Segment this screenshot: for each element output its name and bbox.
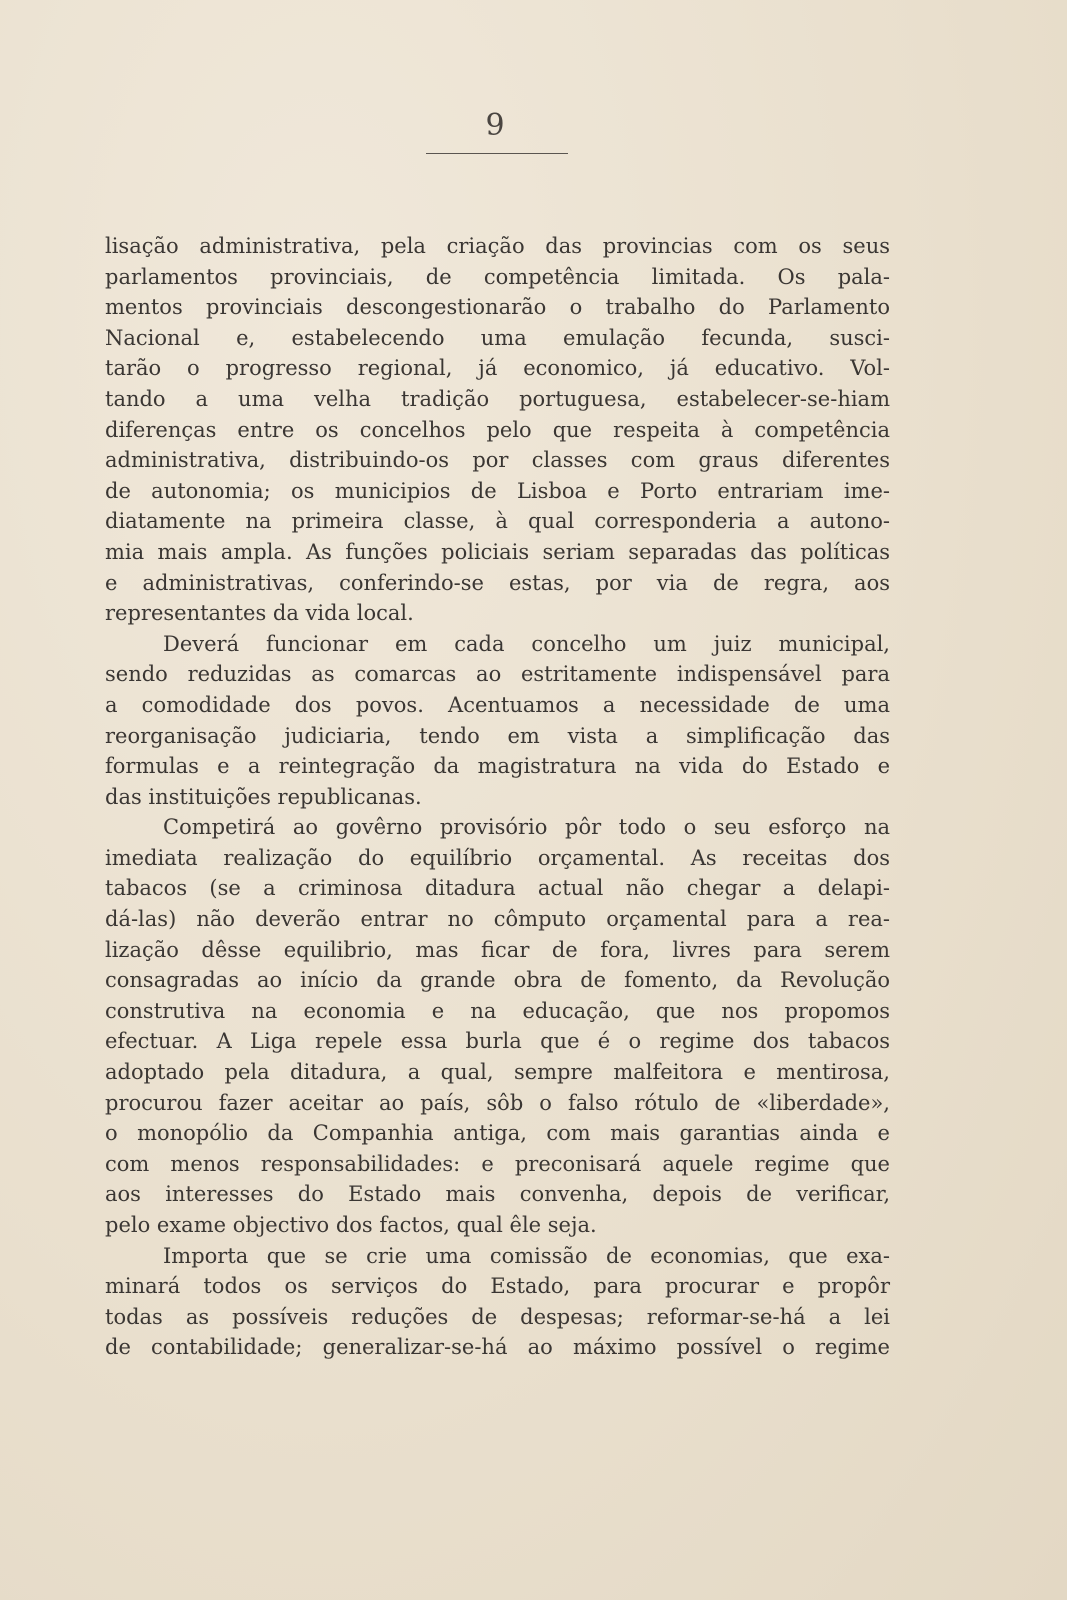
text-line: pelo exame objectivo dos factos, qual êle seja.: [105, 1213, 597, 1237]
text-line: Deverá funcionar em cada concelho um juiz municipal,: [163, 631, 890, 656]
text-line: mia mais ampla. As funções policiais seriam separadas das políticas: [105, 539, 890, 564]
text-line: tarão o progresso regional, já economico, já educativo. Vol-: [105, 356, 890, 381]
text-line: parlamentos provinciais, de competência limitada. Os pala-: [105, 264, 890, 289]
document-body: [105, 231, 890, 1363]
text-line: e administrativas, conferindo-se estas, por via de regra, aos: [105, 570, 890, 595]
text-line: Nacional e, estabelecendo uma emulação fecunda, susci-: [105, 325, 890, 350]
text-line: tabacos (se a criminosa ditadura actual não chegar a delapi-: [105, 876, 890, 901]
text-line: de contabilidade; generalizar-se-há ao máximo possível o regime: [105, 1335, 890, 1360]
text-line: administrativa, distribuindo-os por classes com graus diferentes: [105, 448, 890, 473]
text-line: de autonomia; os municipios de Lisboa e Porto entrariam ime-: [105, 478, 890, 503]
text-line: consagradas ao início da grande obra de fomento, da Revolução: [105, 968, 890, 993]
text-line: efectuar. A Liga repele essa burla que é o regime dos tabacos: [105, 1029, 890, 1054]
text-line: imediata realização do equilíbrio orçamental. As receitas dos: [105, 845, 890, 870]
text-line: Competirá ao govêrno provisório pôr todo o seu esforço na: [163, 815, 890, 840]
text-line: mentos provinciais descongestionarão o trabalho do Parlamento: [105, 295, 890, 320]
paragraph: [105, 231, 890, 629]
text-line: adoptado pela ditadura, a qual, sempre malfeitora e mentirosa,: [105, 1060, 890, 1085]
text-line: lisação administrativa, pela criação das provincias com os seus: [105, 234, 890, 258]
text-line: a comodidade dos povos. Acentuamos a necessidade de uma: [105, 692, 890, 717]
text-line: o monopólio da Companhia antiga, com mais garantias ainda e: [105, 1121, 890, 1146]
paragraph: [105, 1241, 890, 1363]
text-line: formulas e a reintegração da magistratura na vida do Estado e: [105, 754, 890, 779]
text-line: Importa que se crie uma comissão de economias, que exa-: [163, 1243, 890, 1268]
text-line: todas as possíveis reduções de despesas; reformar-se-há a lei: [105, 1304, 890, 1329]
text-line: com menos responsabilidades: e preconisará aquele regime que: [105, 1151, 890, 1176]
text-line: lização dêsse equilibrio, mas ficar de fora, livres para serem: [105, 937, 890, 962]
text-line: tando a uma velha tradição portuguesa, estabelecer-se-hiam: [105, 386, 890, 411]
text-line: diferenças entre os concelhos pelo que respeita à competência: [105, 417, 890, 442]
text-line: construtiva na economia e na educação, que nos propomos: [105, 998, 890, 1023]
page-number: 9: [485, 108, 505, 143]
page-number-rule: [426, 153, 568, 154]
text-line: reorganisação judiciaria, tendo em vista a simplificação das: [105, 723, 890, 748]
paragraph: [105, 629, 890, 813]
text-line: das instituições republicanas.: [105, 784, 422, 809]
paragraph: [105, 812, 890, 1240]
text-line: aos interesses do Estado mais convenha, depois de verificar,: [105, 1182, 890, 1207]
text-line: representantes da vida local.: [105, 601, 414, 626]
text-line: minará todos os serviços do Estado, para procurar e propôr: [105, 1274, 890, 1299]
text-line: diatamente na primeira classe, à qual corresponderia a autono-: [105, 509, 890, 534]
text-line: dá-las) não deverão entrar no cômputo orçamental para a rea-: [105, 907, 890, 932]
text-line: procurou fazer aceitar ao país, sôb o falso rótulo de «liberdade»,: [105, 1090, 890, 1115]
text-line: sendo reduzidas as comarcas ao estritamente indispensável para: [105, 662, 890, 687]
